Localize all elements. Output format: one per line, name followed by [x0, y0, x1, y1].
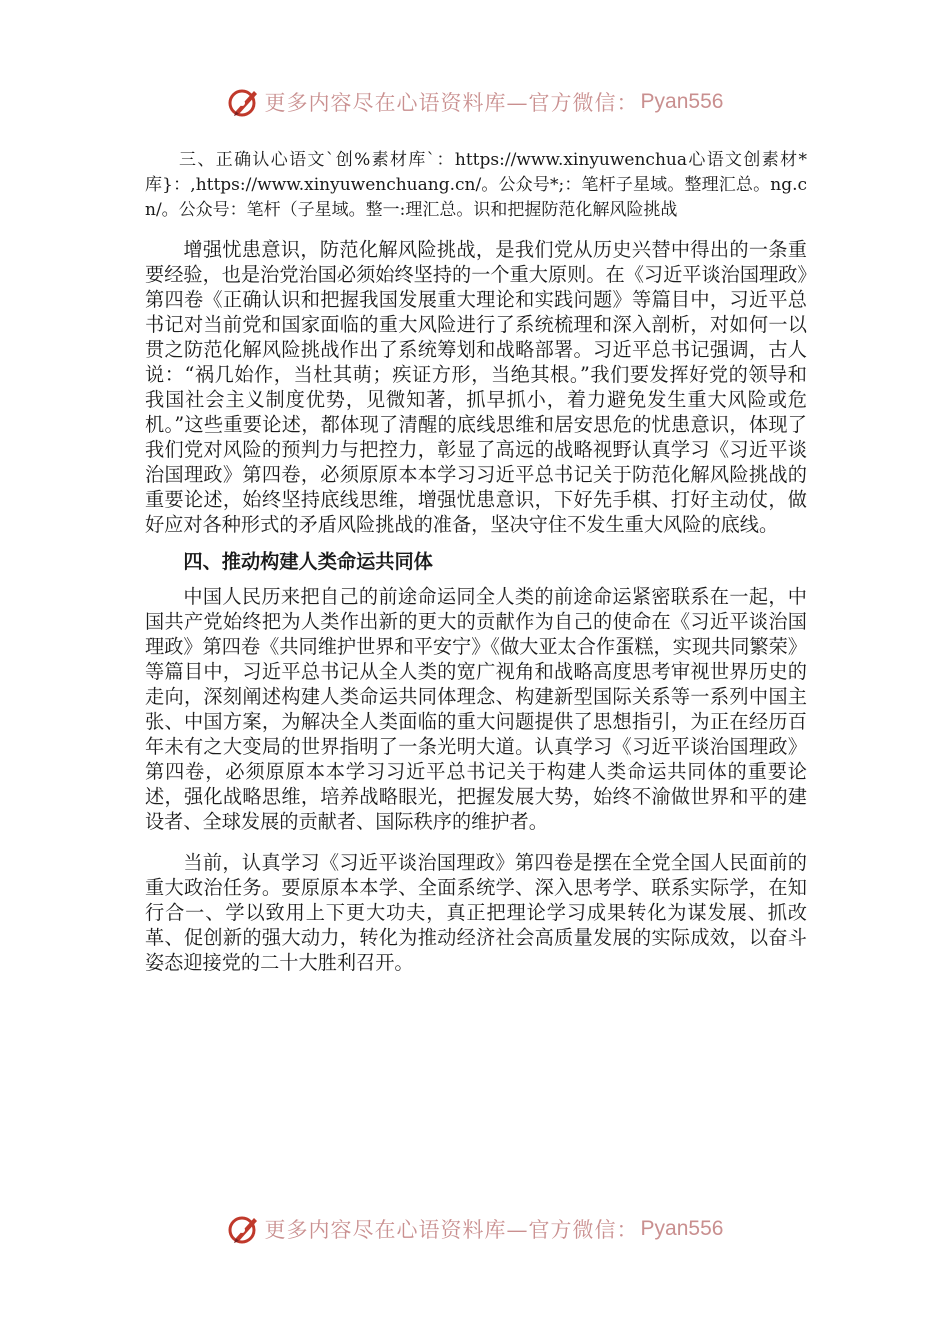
- header-banner-text: 更多内容尽在心语资料库—官方微信：: [264, 91, 639, 115]
- heading-section-four: 四、推动构建人类命运共同体: [183, 550, 433, 573]
- paragraph-conclusion: 当前，认真学习《习近平谈治国理政》第四卷是摆在全党全国人民面前的重大政治任务。要原原本本学、全面系统学、深入思考学、联系实际学，在知行合一、学以致用上下更大功夫，真正把理论学习成果转化为谋发展、抓改革、促创新的强大动力，转化为推动经济社会高质量发展的实际成效，以奋斗姿态迎接党的二十大胜利召开。: [145, 851, 807, 974]
- paragraph-section-three-title: 三、正确认心语文`创%素材库`：https://www.xinyuwenchua心语文创素材*库}：,https://www.xinyuwenchuang.cn/。公众号*;：笔杆子星域。整理汇总。ng.cn/。公众号：笔杆（子星域。整一:理汇总。识和把握防范化解风险挑战: [145, 150, 807, 220]
- paragraph-risk-prevention: 增强忧患意识，防范化解风险挑战，是我们党从历史兴替中得出的一条重要经验，也是治党治国必须始终坚持的一个重大原则。在《习近平谈治国理政》第四卷《正确认识和把握我国发展重大理论和实践问题》等篇目中，习近平总书记对当前党和国家面临的重大风险进行了系统梳理和深入剖析，对如何一以贯之防范化解风险挑战作出了系统筹划和战略部署。习近平总书记强调，古人说：“祸几始作，当杜其萌；疾证方形，当绝其根。”我们要发挥好党的领导和我国社会主义制度优势，见微知著，抓早抓小，着力避免发生重大风险或危机。”这些重要论述，都体现了清醒的底线思维和居安思危的忧患意识，体现了我们党对风险的预判力与把控力，彰显了高远的战略视野认真学习《习近平谈治国理政》第四卷，必须原原本本学习习近平总书记关于防范化解风险挑战的重要论述，始终坚持底线思维，增强忧患意识，下好先手棋、打好主动仗，做好应对各种形式的矛盾风险挑战的准备，坚决守住不发生重大风险的底线。: [145, 238, 807, 536]
- footer-banner-text: 更多内容尽在心语资料库—官方微信：: [264, 1218, 639, 1242]
- header-wechat-id: Pyan556: [640, 90, 724, 113]
- header-banner: [0, 82, 950, 122]
- document-body: [145, 148, 807, 987]
- footer-banner: [0, 1209, 950, 1249]
- paragraph-community-shared-future: 中国人民历来把自己的前途命运同全人类的前途命运紧密联系在一起，中国共产党始终把为人类作出新的更大的贡献作为自己的使命在《习近平谈治国理政》第四卷《共同维护世界和平安宁》《做大亚太合作蛋糕，实现共同繁荣》等篇目中，习近平总书记从全人类的宽广视角和战略高度思考审视世界历史的走向，深刻阐述构建人类命运共同体理念、构建新型国际关系等一系列中国主张、中国方案，为解决全人类面临的重大问题提供了思想指引，为正在经历百年未有之大变局的世界指明了一条光明大道。认真学习《习近平谈治国理政》第四卷，必须原原本本学习习近平总书记关于构建人类命运共同体的重要论述，强化战略思维，培养战略眼光，把握发展大势，始终不渝做世界和平的建设者、全球发展的贡献者、国际秩序的维护者。: [145, 585, 807, 833]
- pen-logo-icon: [227, 1212, 261, 1246]
- pen-logo-icon: [227, 85, 261, 119]
- footer-wechat-id: Pyan556: [640, 1217, 724, 1240]
